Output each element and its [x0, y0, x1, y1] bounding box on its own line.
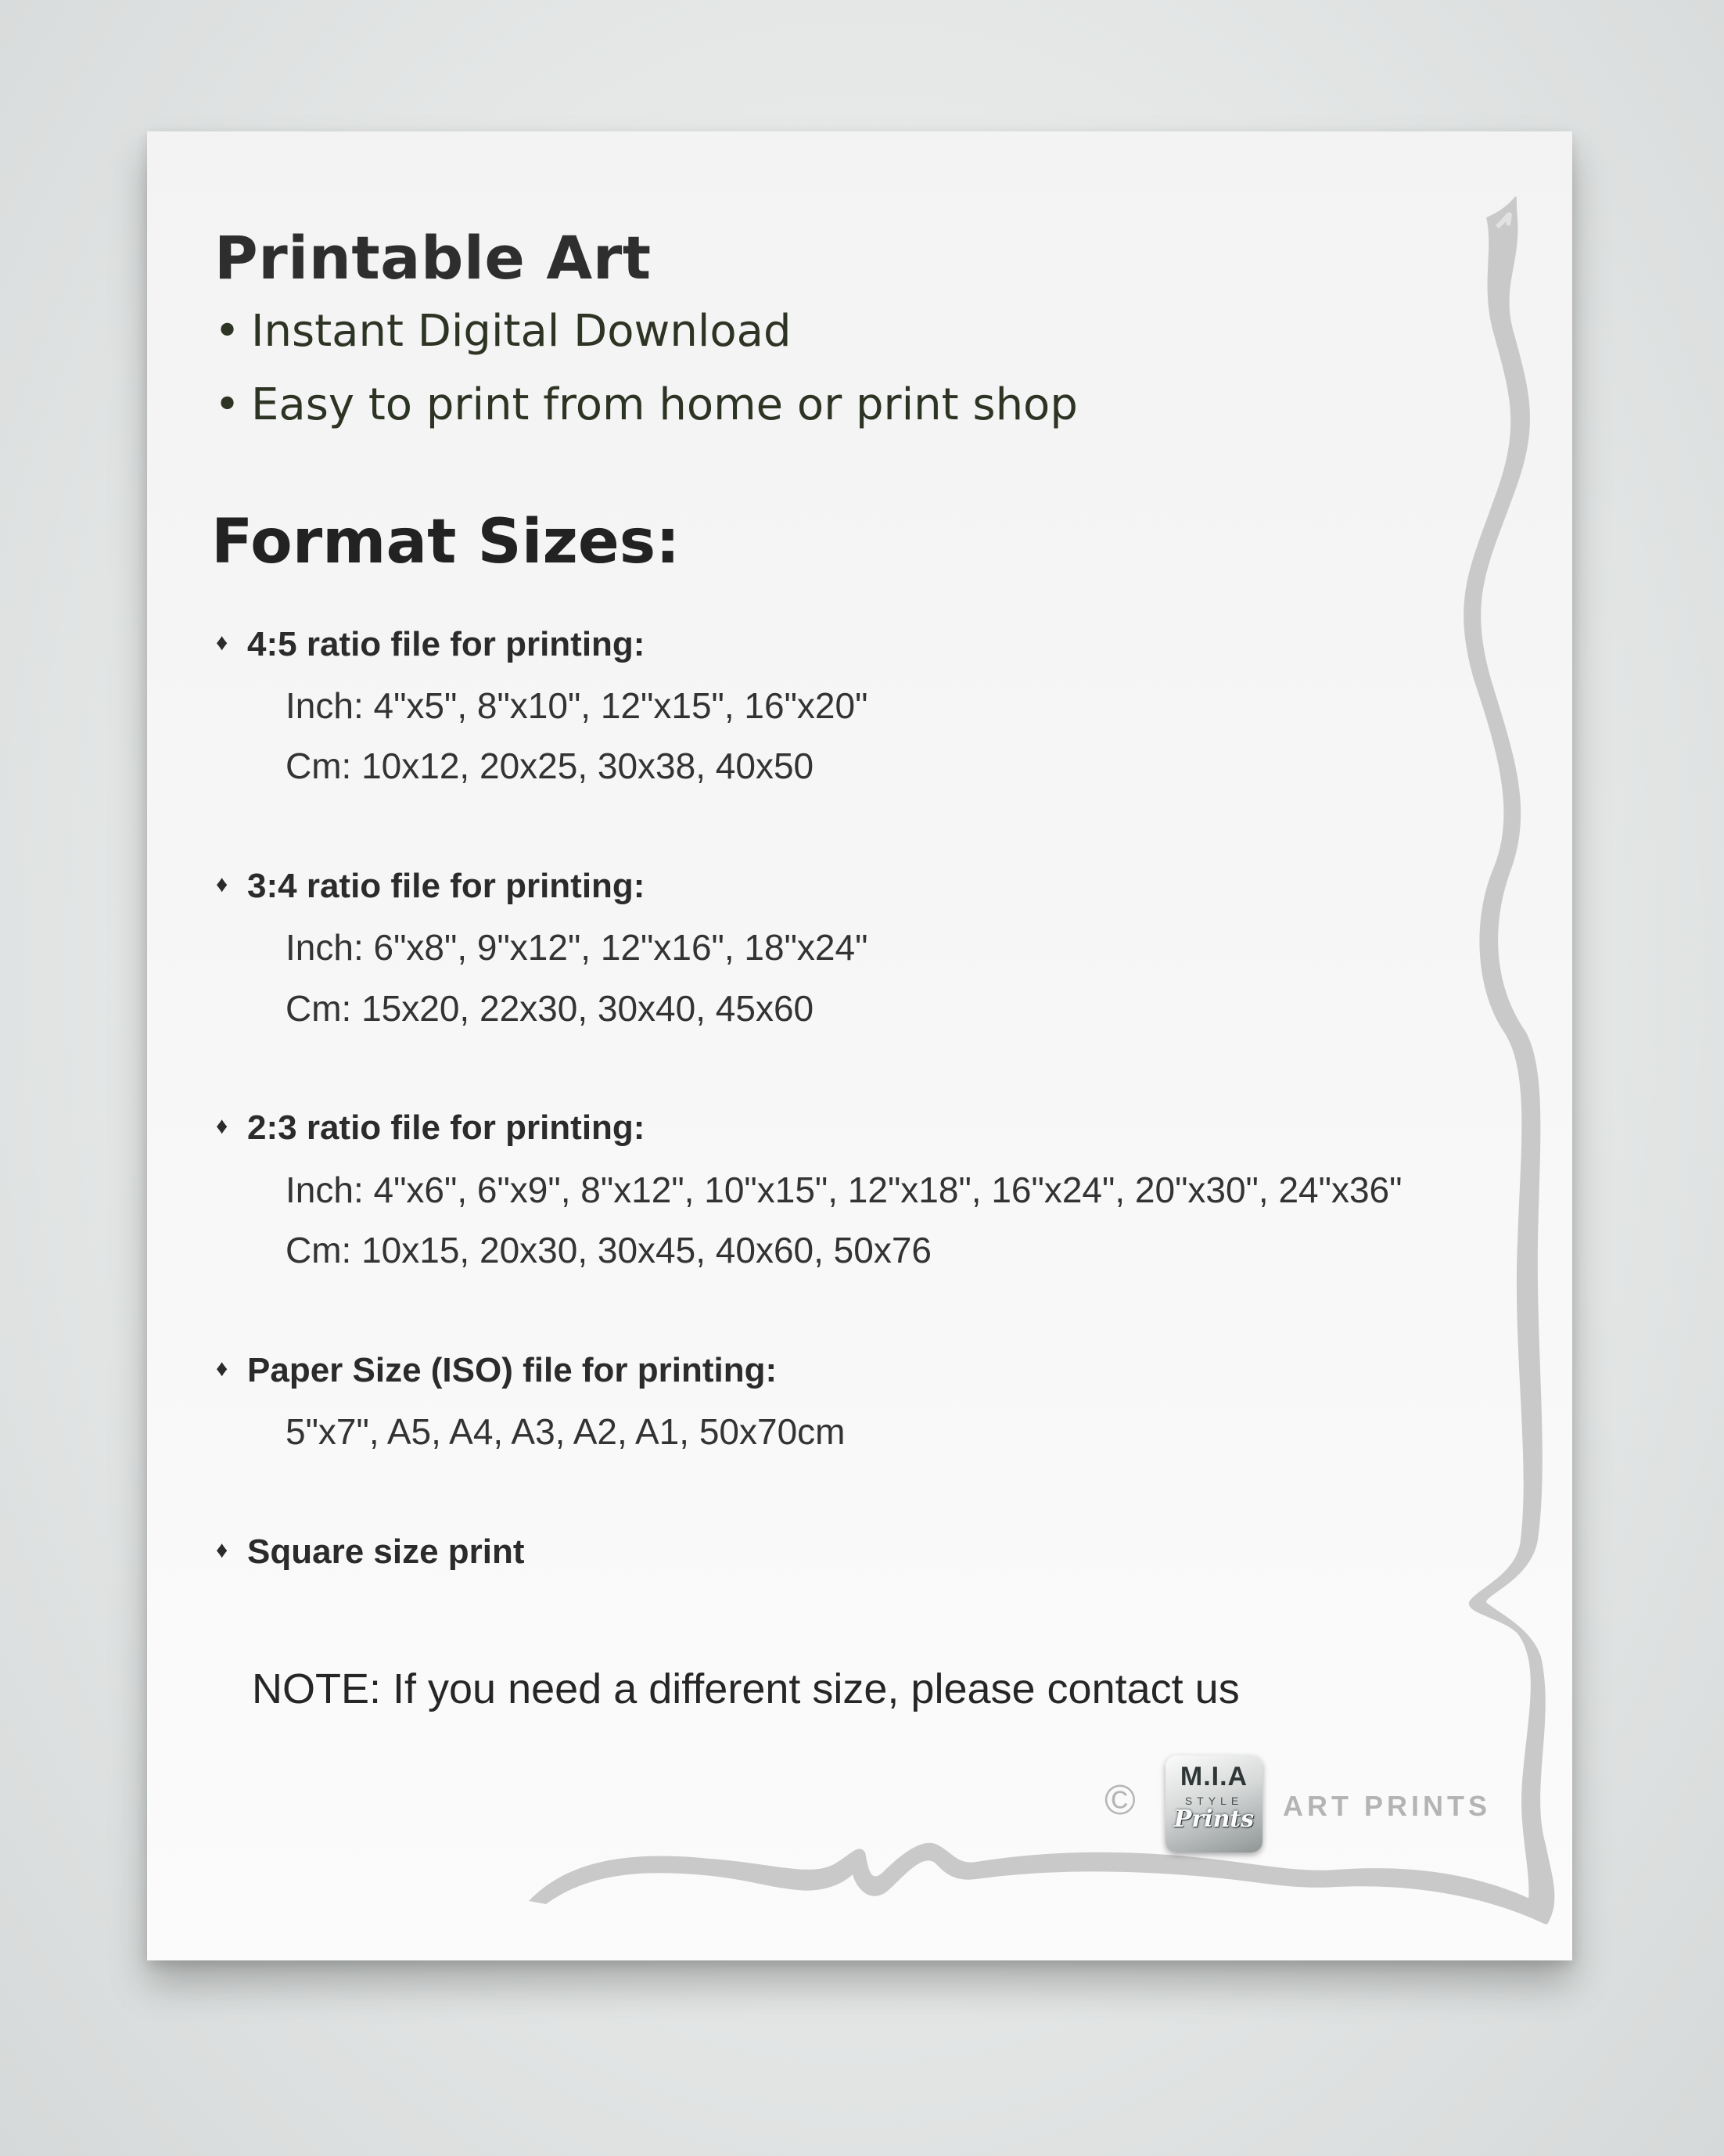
logo-line: STYLE: [1184, 1795, 1244, 1807]
feature-label: Easy to print from home or print shop: [251, 379, 1078, 430]
section-title-label: Paper Size (ISO) file for printing:: [247, 1351, 778, 1389]
feature-item: [214, 379, 1078, 430]
paper-sizes: 5"x7", A5, A4, A3, A2, A1, 50x70cm: [286, 1411, 846, 1452]
feature-label: Instant Digital Download: [251, 306, 792, 357]
copyright-icon: ©: [1104, 1777, 1136, 1824]
mia-style-prints-logo: [1165, 1755, 1262, 1852]
section-title-label: 2:3 ratio file for printing:: [247, 1109, 645, 1147]
format-sizes-heading: Format Sizes:: [211, 507, 681, 577]
section-title-label: 4:5 ratio file for printing:: [247, 625, 645, 663]
diamond-bullet-icon: ♦: [216, 1537, 228, 1564]
section-title: [216, 1353, 777, 1388]
inch-sizes: Inch: 4"x5", 8"x10", 12"x15", 16"x20": [286, 685, 868, 726]
page-title: Printable Art: [214, 223, 652, 293]
contact-note: NOTE: If you need a different size, please contact us: [252, 1666, 1240, 1712]
logo-line: M.I.A: [1180, 1762, 1248, 1791]
diamond-bullet-icon: ♦: [216, 630, 228, 656]
inch-sizes: Inch: 4"x6", 6"x9", 8"x12", 10"x15", 12"x18", 16"x24", 20"x30", 24"x36": [286, 1170, 1403, 1210]
cm-sizes: Cm: 10x15, 20x30, 30x45, 40x60, 50x76: [286, 1230, 932, 1270]
section-title: [216, 627, 645, 662]
cm-sizes: Cm: 10x12, 20x25, 30x38, 40x50: [286, 746, 814, 786]
section-title: [216, 1535, 525, 1569]
logo-line: Prints: [1173, 1806, 1255, 1833]
info-sheet: [147, 131, 1572, 1960]
brand-text: ART PRINTS: [1283, 1790, 1491, 1822]
section-title-label: Square size print: [247, 1533, 525, 1571]
diamond-bullet-icon: ♦: [216, 871, 228, 898]
feature-item: [214, 306, 792, 357]
cm-sizes: Cm: 15x20, 22x30, 30x40, 45x60: [286, 988, 814, 1029]
bullet-icon: •: [214, 306, 241, 357]
section-title-label: 3:4 ratio file for printing:: [247, 867, 645, 905]
diamond-bullet-icon: ♦: [216, 1113, 228, 1140]
section-title: [216, 869, 645, 904]
inch-sizes: Inch: 6"x8", 9"x12", 12"x16", 18"x24": [286, 927, 868, 968]
bullet-icon: •: [214, 379, 241, 430]
diamond-bullet-icon: ♦: [216, 1356, 228, 1382]
section-title: [216, 1111, 645, 1145]
